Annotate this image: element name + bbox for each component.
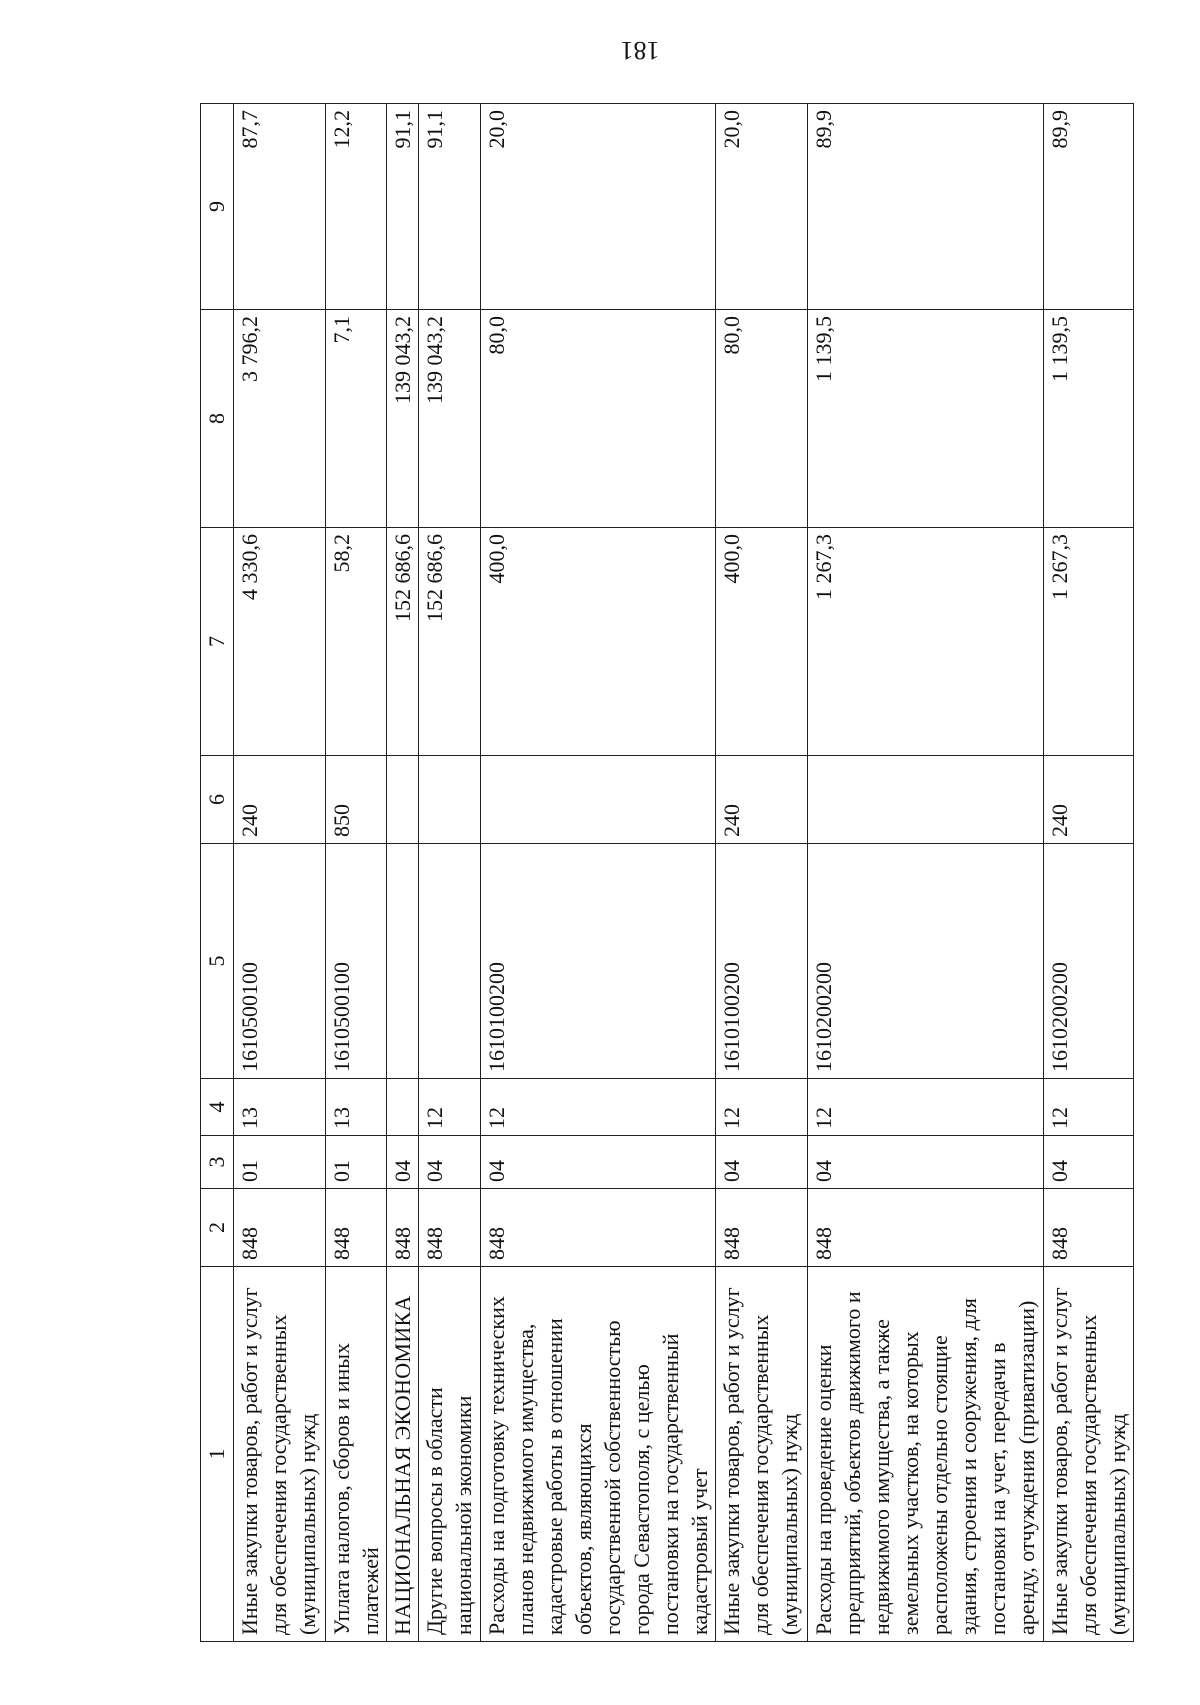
cell-col8: 139 043,2 [387, 310, 419, 528]
cell-col6 [481, 756, 716, 844]
cell-col7: 1 267,3 [808, 528, 1044, 756]
cell-col8: 80,0 [716, 310, 808, 528]
table-row [326, 104, 387, 1642]
cell-col8: 3 796,2 [234, 310, 326, 528]
cell-col2: 848 [387, 1189, 419, 1267]
cell-col7: 58,2 [326, 528, 387, 756]
header-cell-1: 1 [201, 1267, 234, 1642]
cell-col2: 848 [234, 1189, 326, 1267]
cell-col5 [419, 844, 481, 1079]
cell-col8: 139 043,2 [419, 310, 481, 528]
cell-col4: 12 [419, 1079, 481, 1136]
header-cell-6: 6 [201, 756, 234, 844]
table-row [234, 104, 326, 1642]
cell-col2: 848 [716, 1189, 808, 1267]
cell-col3: 04 [419, 1136, 481, 1189]
cell-col9: 20,0 [481, 104, 716, 310]
cell-col9: 89,9 [808, 104, 1044, 310]
cell-col9: 91,1 [387, 104, 419, 310]
cell-col3: 04 [387, 1136, 419, 1189]
cell-col8: 1 139,5 [1044, 310, 1134, 528]
header-cell-8: 8 [201, 310, 234, 528]
header-cell-2: 2 [201, 1189, 234, 1267]
cell-col5: 1610200200 [808, 844, 1044, 1079]
cell-col3: 04 [808, 1136, 1044, 1189]
cell-col5: 1610500100 [326, 844, 387, 1079]
budget-table-container [200, 104, 1130, 1642]
cell-col7: 4 330,6 [234, 528, 326, 756]
cell-col4: 13 [234, 1079, 326, 1136]
cell-col5: 1610100200 [481, 844, 716, 1079]
cell-col6 [808, 756, 1044, 844]
cell-col2: 848 [326, 1189, 387, 1267]
budget-table [200, 103, 1134, 1642]
cell-col9: 89,9 [1044, 104, 1134, 310]
cell-col4: 12 [716, 1079, 808, 1136]
cell-col4: 12 [1044, 1079, 1134, 1136]
cell-col6: 240 [716, 756, 808, 844]
cell-col5 [387, 844, 419, 1079]
cell-col3: 01 [234, 1136, 326, 1189]
table-row [481, 104, 716, 1642]
table-row [808, 104, 1044, 1642]
row-name: Иные закупки товаров, работ и услуг для обеспечения государственных (муниципальных) нужд [716, 1267, 808, 1642]
cell-col7: 400,0 [481, 528, 716, 756]
page-number: 181 [620, 36, 660, 65]
table-row [419, 104, 481, 1642]
cell-col9: 20,0 [716, 104, 808, 310]
cell-col9: 12,2 [326, 104, 387, 310]
cell-col6 [387, 756, 419, 844]
cell-col4: 12 [481, 1079, 716, 1136]
row-name: Расходы на подготовку технических планов недвижимого имущества, кадастровые работы в отношении объектов, являющихся государственной собственностью города Севастополя, с целью постановки на государственный кадастровый учет [481, 1267, 716, 1642]
cell-col6: 240 [234, 756, 326, 844]
cell-col9: 87,7 [234, 104, 326, 310]
rotated-table-frame [200, 104, 1130, 1642]
cell-col5: 1610500100 [234, 844, 326, 1079]
cell-col4: 12 [808, 1079, 1044, 1136]
row-name: Иные закупки товаров, работ и услуг для обеспечения государственных (муниципальных) нужд [1044, 1267, 1134, 1642]
cell-col6 [419, 756, 481, 844]
cell-col7: 400,0 [716, 528, 808, 756]
cell-col3: 04 [716, 1136, 808, 1189]
cell-col8: 1 139,5 [808, 310, 1044, 528]
row-name: Иные закупки товаров, работ и услуг для обеспечения государственных (муниципальных) нужд [234, 1267, 326, 1642]
table-row [1044, 104, 1134, 1642]
cell-col5: 1610200200 [1044, 844, 1134, 1079]
header-cell-7: 7 [201, 528, 234, 756]
header-cell-3: 3 [201, 1136, 234, 1189]
row-name: Другие вопросы в области национальной экономики [419, 1267, 481, 1642]
cell-col9: 91,1 [419, 104, 481, 310]
cell-col5: 1610100200 [716, 844, 808, 1079]
header-row [201, 104, 234, 1642]
table-row [387, 104, 419, 1642]
header-cell-9: 9 [201, 104, 234, 310]
row-name: НАЦИОНАЛЬНАЯ ЭКОНОМИКА [387, 1267, 419, 1642]
cell-col3: 04 [481, 1136, 716, 1189]
cell-col2: 848 [419, 1189, 481, 1267]
cell-col4 [387, 1079, 419, 1136]
cell-col6: 240 [1044, 756, 1134, 844]
cell-col8: 7,1 [326, 310, 387, 528]
cell-col6: 850 [326, 756, 387, 844]
table-row [716, 104, 808, 1642]
cell-col8: 80,0 [481, 310, 716, 528]
row-name: Расходы на проведение оценки предприятий, объектов движимого и недвижимого имущества, а также земельных участков, на которых расположены отдельно стоящие здания, строения и сооружения, для постановки на учет, передачи в аренду, отчуждения (приватизации) [808, 1267, 1044, 1642]
header-cell-5: 5 [201, 844, 234, 1079]
cell-col7: 152 686,6 [387, 528, 419, 756]
cell-col2: 848 [808, 1189, 1044, 1267]
row-name: Уплата налогов, сборов и иных платежей [326, 1267, 387, 1642]
cell-col2: 848 [481, 1189, 716, 1267]
cell-col7: 1 267,3 [1044, 528, 1134, 756]
cell-col3: 04 [1044, 1136, 1134, 1189]
cell-col3: 01 [326, 1136, 387, 1189]
cell-col4: 13 [326, 1079, 387, 1136]
header-cell-4: 4 [201, 1079, 234, 1136]
cell-col2: 848 [1044, 1189, 1134, 1267]
cell-col7: 152 686,6 [419, 528, 481, 756]
